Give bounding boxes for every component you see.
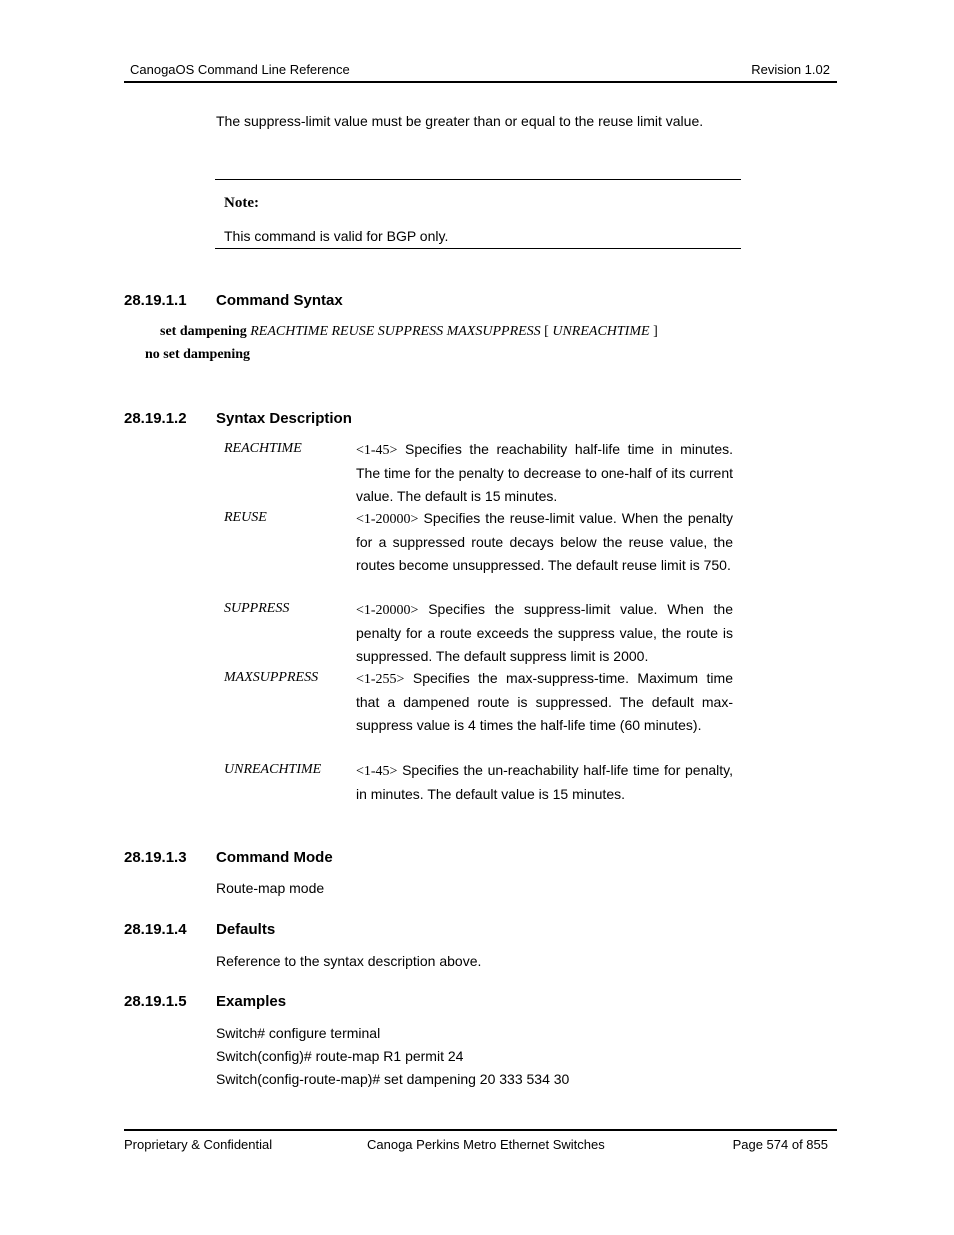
param-range: <1-45>	[356, 443, 398, 458]
footer-page-number: Page 574 of 855	[732, 1137, 828, 1152]
example-line: Switch(config)# route-map R1 permit 24	[216, 1048, 464, 1064]
param-name-reachtime: REACHTIME	[224, 441, 302, 456]
section-heading-syntax	[124, 292, 343, 309]
param-text: Specifies the reachability half-life time in minutes. The time for the penalty to decrease to one-half of its current value. The default is 15 minutes.	[356, 441, 733, 504]
param-range: <1-255>	[356, 672, 405, 687]
param-text: Specifies the max-suppress-time. Maximum time that a dampened route is suppressed. The default max-suppress value is 4 times the half-life time (60 minutes).	[356, 670, 733, 733]
syntax-bracket-open: [	[544, 324, 549, 339]
param-name-maxsuppress: MAXSUPPRESS	[224, 670, 319, 685]
note-text: This command is valid for BGP only.	[224, 228, 449, 244]
param-name-unreachtime: UNREACHTIME	[224, 762, 322, 777]
param-range: <1-20000>	[356, 603, 419, 618]
header-revision: Revision 1.02	[751, 62, 830, 77]
footer-left: Proprietary & Confidential	[124, 1137, 273, 1152]
param-text: Specifies the suppress-limit value. When the penalty for a route exceeds the suppress value, the route is suppressed. The default suppress limit is 2000.	[356, 601, 733, 664]
section-heading-examples	[124, 993, 286, 1010]
defaults-text: Reference to the syntax description above.	[216, 953, 482, 969]
note-bottom-rule	[215, 248, 741, 249]
param-name-suppress: SUPPRESS	[224, 601, 290, 616]
syntax-args: REACHTIME REUSE SUPPRESS MAXSUPPRESS	[250, 324, 541, 339]
section-title: Defaults	[216, 921, 276, 938]
param-range: <1-45>	[356, 764, 398, 779]
param-desc-unreachtime	[356, 759, 733, 806]
syntax-line-2: no set dampening	[145, 347, 251, 362]
section-title: Command Mode	[216, 849, 333, 866]
section-title: Syntax Description	[216, 410, 352, 427]
footer-rule	[124, 1129, 837, 1131]
note-top-rule	[215, 179, 741, 180]
example-line: Switch(config-route-map)# set dampening 20 333 534 30	[216, 1071, 570, 1087]
section-number: 28.19.1.5	[124, 993, 187, 1010]
section-title: Examples	[216, 993, 287, 1010]
header-title: CanogaOS Command Line Reference	[130, 62, 350, 77]
syntax-line-1	[160, 324, 658, 340]
section-number: 28.19.1.2	[124, 410, 187, 427]
syntax-command: set dampening	[160, 324, 247, 339]
param-desc-maxsuppress	[356, 667, 733, 737]
example-line: Switch# configure terminal	[216, 1025, 381, 1041]
param-range: <1-20000>	[356, 512, 419, 527]
section-number: 28.19.1.1	[124, 292, 187, 309]
section-heading-mode	[124, 849, 333, 866]
section-heading-defaults	[124, 921, 275, 938]
section-title: Command Syntax	[216, 292, 343, 309]
syntax-optional-arg: UNREACHTIME	[552, 324, 650, 339]
param-text: Specifies the un-reachability half-life time for penalty, in minutes. The default value is 15 minutes.	[356, 762, 733, 802]
param-desc-reachtime	[356, 438, 733, 508]
param-desc-reuse	[356, 507, 733, 577]
section-number: 28.19.1.3	[124, 849, 187, 866]
param-desc-suppress	[356, 598, 733, 668]
param-text: Specifies the reuse-limit value. When the penalty for a suppressed route decays below the reuse value, the routes become unsuppressed. The default reuse limit is 750.	[356, 510, 733, 573]
header-rule	[124, 81, 837, 83]
intro-text: The suppress-limit value must be greater than or equal to the reuse limit value.	[216, 113, 704, 129]
section-heading-description	[124, 410, 352, 427]
mode-text: Route-map mode	[216, 880, 325, 896]
footer-center: Canoga Perkins Metro Ethernet Switches	[367, 1137, 605, 1152]
param-name-reuse: REUSE	[224, 510, 267, 525]
section-number: 28.19.1.4	[124, 921, 187, 938]
syntax-bracket-close: ]	[653, 324, 658, 339]
note-label: Note:	[224, 195, 259, 211]
